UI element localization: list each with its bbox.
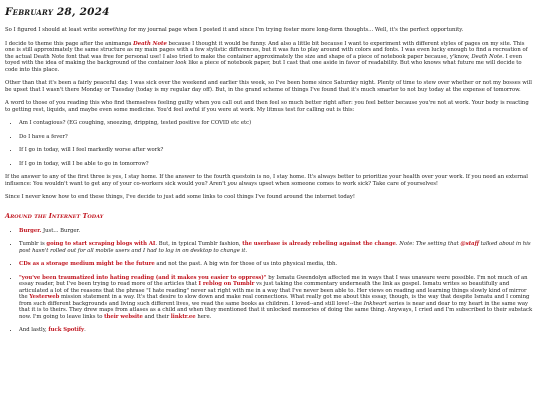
website-link[interactable]: their website (104, 313, 143, 320)
list-item: • Burger. Just... Burger. (19, 228, 535, 235)
spotify-link[interactable]: fuck Spotify (48, 327, 85, 333)
death-note-link[interactable]: Death Note (133, 40, 167, 47)
list-item: • If I go in today, will I feel markedly worse after work? (19, 147, 535, 154)
essay-link[interactable]: "you've been traumatized into hating reading (and it makes you easier to oppress)" (19, 274, 267, 281)
litmus-list (5, 120, 535, 167)
list-item: • CDs as a storage medium might be the future and not the past. A big win for those of us into physical media, tbh. (19, 261, 535, 268)
answer-paragraph: If the answer to any of the first three is yes, I stay home. If the answer to the fourth questoin is no, I stay home. It's always better to prioritize your health over your work. If you need an external influence: You wouldn't want to get any of your co-workers sick would you? Aren't you always upset when someone comes to work sick? Take care of yourselves! (5, 174, 528, 187)
list-item: • Am I contagious? (EG coughing, sneezing, dripping, tested positive for COVID etc etc) (19, 120, 535, 127)
staff-link[interactable]: @staff (460, 241, 479, 247)
yesterweb-link[interactable]: Yesterweb (29, 294, 60, 300)
burger-link[interactable]: Burger. (19, 227, 42, 234)
list-item: • Tumblr is going to start scraping blogs with AI. But, in typical Tumblr fashion, the userbase is already rebeling against the change. Note: The setting that @staff talked about in his post hasn't rolled out for all mobile users and I had to log in on desktop to change it. (19, 241, 535, 254)
list-item: • If I go in today, will I be able to go in tomorrow? (19, 161, 535, 168)
intro-paragraph: So I figured I should at least write something for my journal page when I posted it and since I'm trying foster more long-form thoughts... Well, it's the perfect opportunity. (5, 27, 464, 33)
theme-paragraph: I decide to theme this page after the animanga Death Note because I thought it would be funny. And also a little bit because I want to experiment with different styles of pages on my site. This one is still approximately the same structure as my main pages with a few stylistic differences, but it was fun to play around with colors and fonts. I was even lucky enough to find a recreation of the actual Death Note font that was free for personal use! I also tried to make the container approximately the size and shape of a piece of notebook paper because, y'know, Death Note. I even toyed with the idea of making the background of the container look like a piece of notebook paper, but I cast that one aside in favor of readability. But who knows what future me will decide to code into this place. (5, 40, 528, 73)
reblog-link[interactable]: I reblog on Tumblr (198, 281, 255, 287)
list-item: • "you've been traumatized into hating reading (and it makes you easier to oppress)" by Ismatu Gwendolyn affected me in ways that I was unaware were possible. I'm not much of an essay reader, but I've been trying to read more of the articles that I reblog on Tumblr vs just taking the commentary underneath the link as gospel. Ismatu writes so beautifully and articulated a lot of the reasons that the phrase "I hate reading" never sat right with me in a way that I've never been able to. Her views on reading and learning things slowly kind of mirror the Yesterweb mission statement in a way. It's that desire to slow down and make real connections. What really got me about this essay, though, is the way that despite Ismatu and I coming from such different backgrounds and living such different lives, we read the same books as children. I loved--and still love!--the Inkheart series is near and dear to my heart in the same way that it is to theirs. They drew maps from atlases as a child and when they mentioned that it unlocked memories of doing the same thing. Anyways, I cried and I'm subscribed to their substack now. I'm going to leave links to their website and their linktr.ee here. (19, 275, 535, 321)
sick-paragraph: Other than that it's been a fairly peaceful day. I was sick over the weekend and earlier this week, so I've been home since Saturday night. Plenty of time to stew over whether or not my bosses will be upset that I wasn't there Monday or Tuesday (today is my regular day off). But, in the grand scheme of things I've found that it's much smarter to not buy today at the expense of tomorrow. (5, 80, 532, 93)
closing-paragraph: Since I never know how to end these things, I've decide to just add some links to cool things I've found around the internet today! (5, 194, 356, 200)
tumblr-rebel-link[interactable]: the userbase is already rebeling against the change (242, 241, 396, 247)
tumblr-ai-link[interactable]: going to start scraping blogs with AI (46, 241, 156, 247)
section-heading: Around the Internet Today (5, 211, 104, 220)
page-title: February 28, 2024 (5, 6, 110, 18)
cds-link[interactable]: CDs as a storage medium might be the future (19, 261, 155, 267)
list-item: • Do I have a fever? (19, 134, 535, 141)
links-list (5, 228, 535, 334)
list-item: • And lastly, fuck Spotify. (19, 327, 535, 334)
linktree-link[interactable]: linktr.ee (170, 313, 196, 320)
advice-paragraph: A word to those of you reading this who find themselves feeling guilty when you call out and then feel so much better right after: you feel better because you're not at work. Your body is reacting to getting rest, liquids, and maybe even some medicine. You'd feel awful if you were at work. My litmus test for calling out is this: (5, 100, 529, 113)
